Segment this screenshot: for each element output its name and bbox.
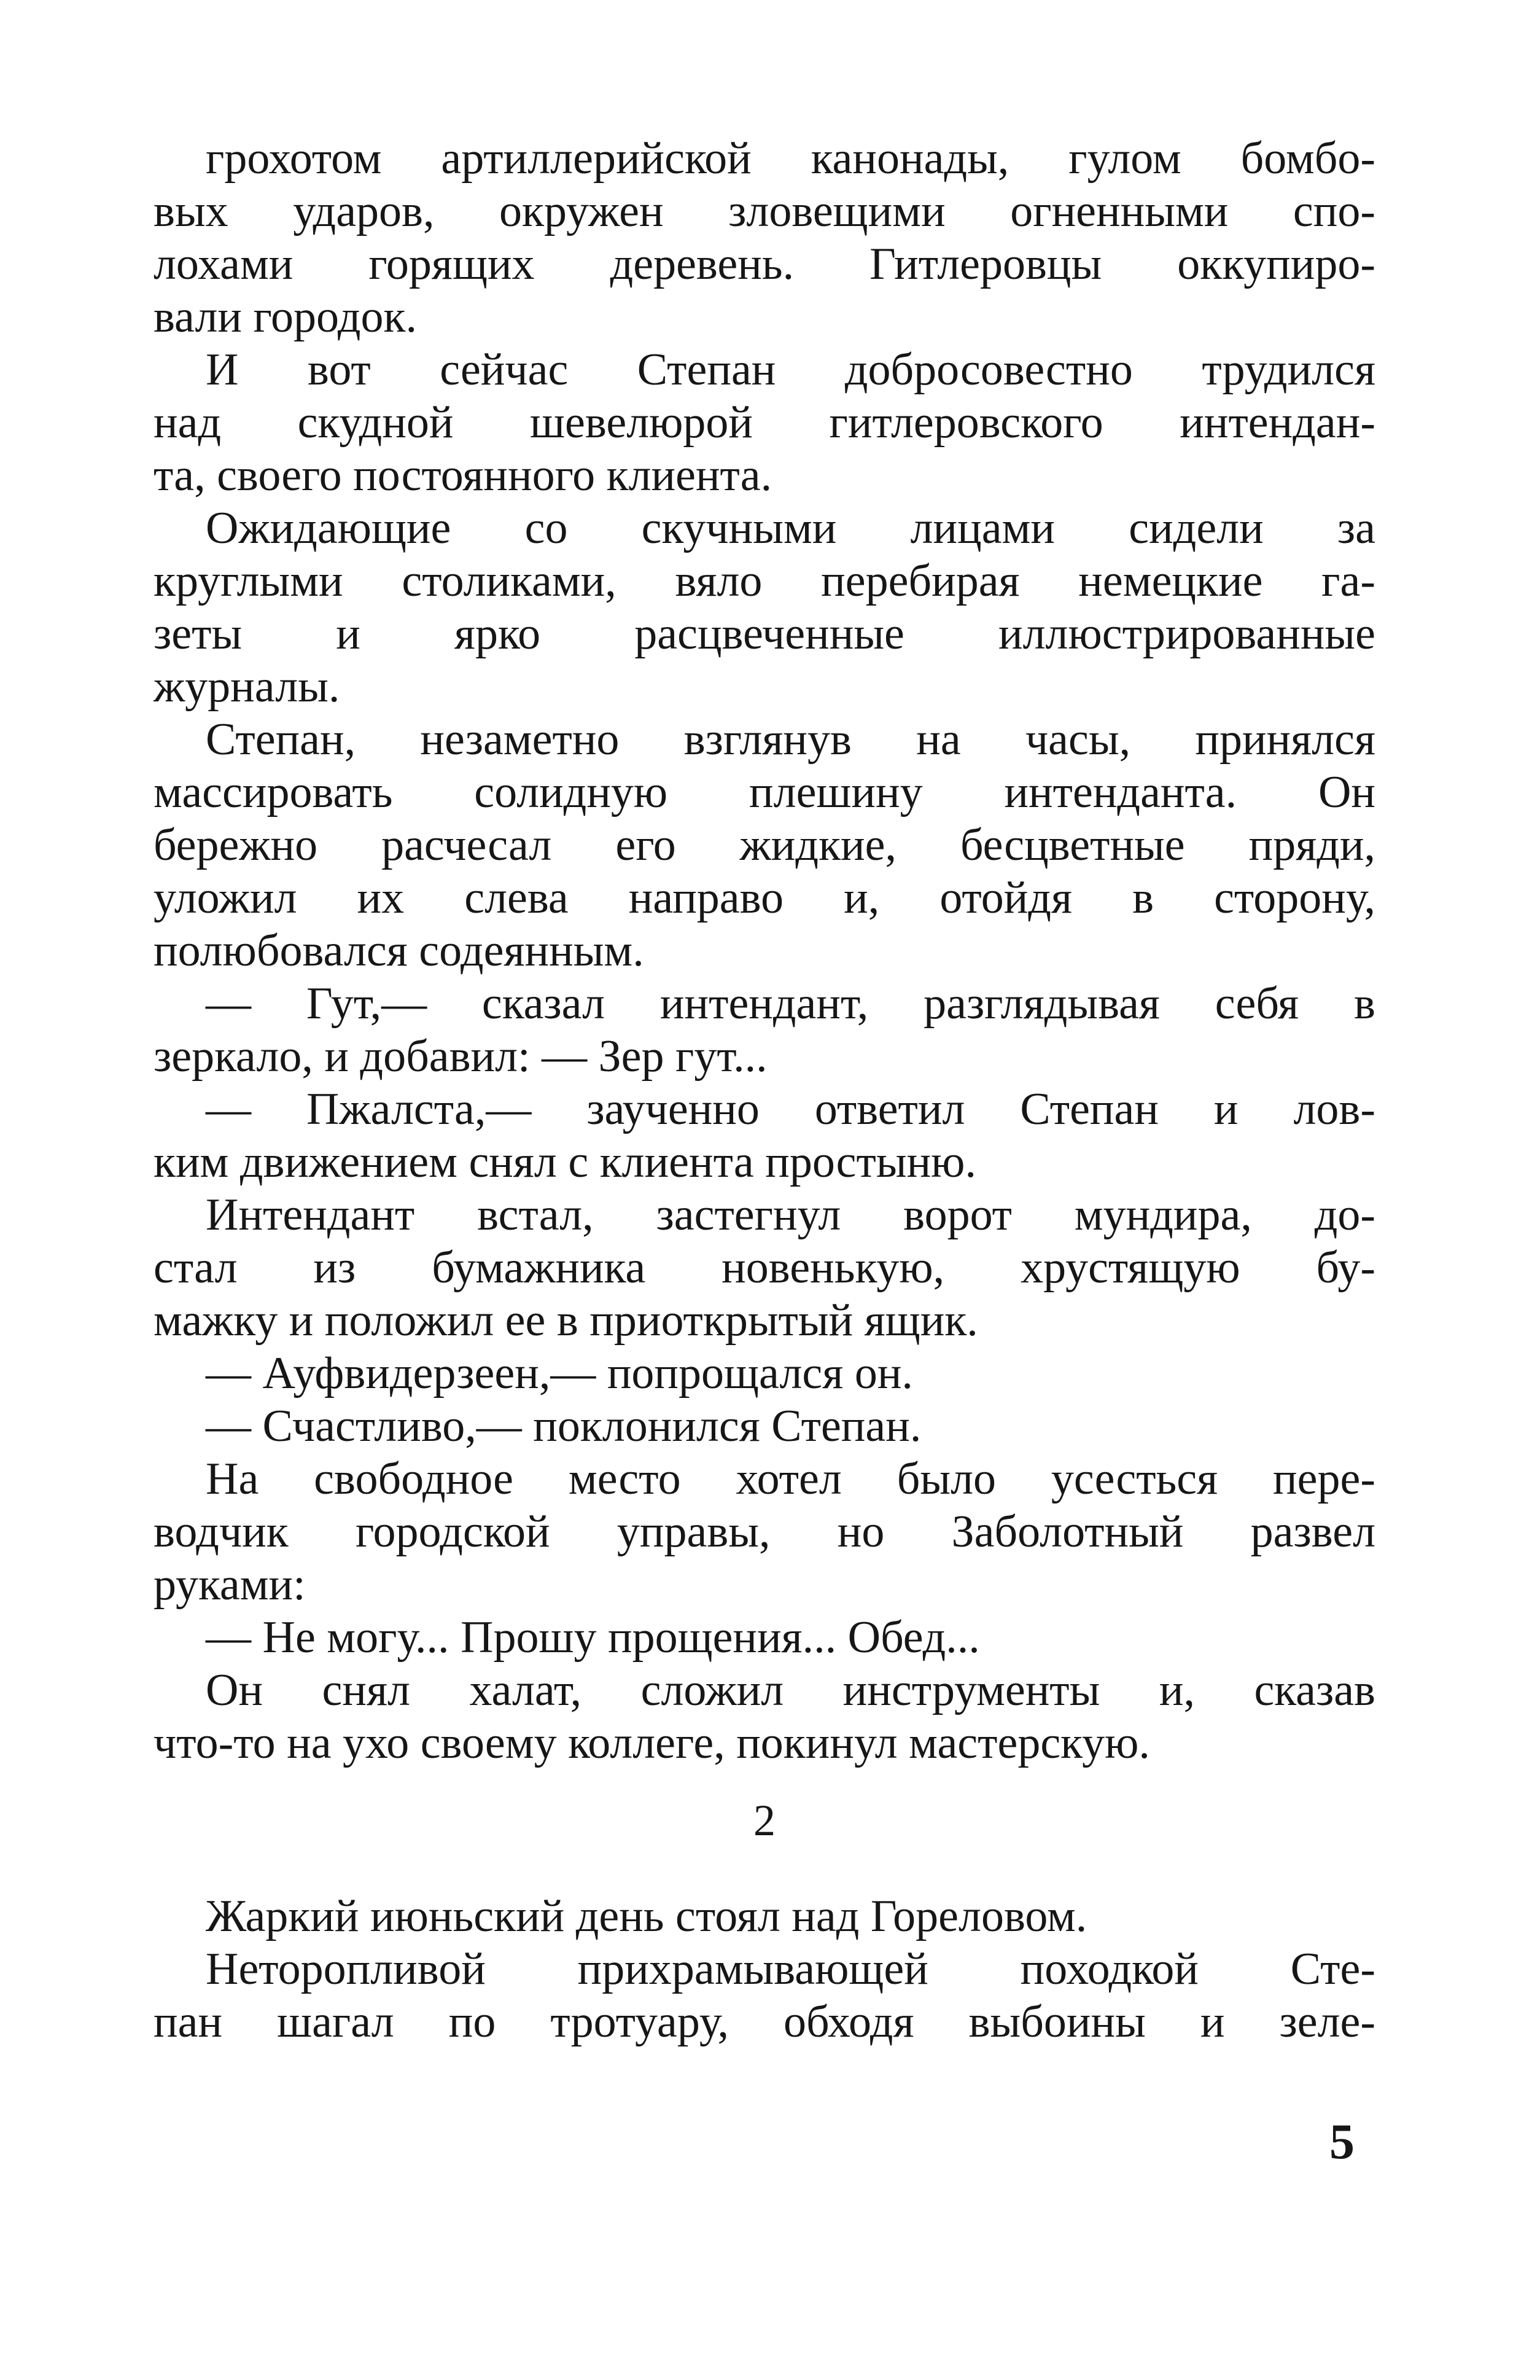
text-line: Он снял халат, сложил инструменты и, сказав — [206, 1665, 1375, 1715]
text-line: — Гут,— сказал интендант, разглядывая себя в — [206, 978, 1375, 1029]
paragraph — [154, 1347, 1375, 1400]
text-line: Интендант встал, застегнул ворот мундира, до- — [206, 1190, 1375, 1240]
text-line: круглыми столиками, вяло перебирая немецкие га- — [154, 556, 1375, 606]
text-line: И вот сейчас Степан добросовестно трудился — [206, 345, 1375, 395]
text-line: — Ауфвидерзеен,— попрощался он. — [206, 1348, 913, 1399]
text-line: бережно расчесал его жидкие, бесцветные пряди, — [154, 820, 1375, 870]
text-line: Ожидающие со скучными лицами сидели за — [206, 503, 1375, 553]
paragraph — [154, 502, 1375, 713]
section-number: 2 — [753, 1796, 776, 1845]
text-line: журналы. — [154, 661, 340, 712]
text-line: На свободное место хотел было усесться пере- — [206, 1454, 1375, 1504]
text-line: Жаркий июньский день стоял над Гореловом. — [206, 1891, 1087, 1941]
text-line: — Счастливо,— поклонился Степан. — [206, 1401, 922, 1451]
paragraph — [154, 1083, 1375, 1188]
text-line: Неторопливой прихрамывающей походкой Сте- — [206, 1944, 1375, 1994]
text-block-after-section — [154, 1890, 1375, 2048]
text-line: зеркало, и добавил: — Зер гут... — [154, 1031, 768, 1082]
paragraph — [154, 1943, 1375, 2048]
text-block-before-section — [154, 132, 1375, 1769]
paragraph — [154, 1453, 1375, 1611]
text-line: что-то на ухо своему коллеге, покинул мастерскую. — [154, 1718, 1150, 1768]
text-line: стал из бумажника новенькую, хрустящую бу- — [154, 1243, 1375, 1293]
text-line: водчик городской управы, но Заболотный развел — [154, 1507, 1375, 1557]
paragraph — [154, 713, 1375, 977]
text-line: зеты и ярко расцвеченные иллюстрированные — [154, 609, 1375, 659]
paragraph — [154, 132, 1375, 343]
text-line: полюбовался содеянным. — [154, 926, 644, 976]
text-line: — Не могу... Прошу прощения... Обед... — [206, 1612, 980, 1663]
paragraph — [154, 977, 1375, 1083]
text-line: над скудной шевелюрой гитлеровского интендан- — [154, 397, 1375, 448]
text-line: — Пжалста,— заученно ответил Степан и лов- — [206, 1084, 1375, 1134]
paragraph — [154, 1611, 1375, 1664]
text-line: руками: — [154, 1559, 306, 1610]
paragraph — [154, 1664, 1375, 1769]
paragraph — [154, 1890, 1375, 1943]
paragraph — [154, 343, 1375, 502]
text-line: ким движением снял с клиента простыню. — [154, 1137, 976, 1187]
paragraph — [154, 1188, 1375, 1347]
text-line: массировать солидную плешину интенданта. Он — [154, 767, 1375, 817]
page-text — [154, 132, 1375, 2048]
text-line: грохотом артиллерийской канонады, гулом бомбо- — [206, 133, 1375, 184]
text-line: пан шагал по тротуару, обходя выбоины и зеле- — [154, 1997, 1375, 2047]
text-line: Степан, незаметно взглянув на часы, принялся — [206, 714, 1375, 765]
text-line: та, своего постоянного клиента. — [154, 450, 772, 501]
text-line: уложил их слева направо и, отойдя в сторону, — [154, 873, 1375, 923]
page-number: 5 — [1329, 2113, 1355, 2169]
text-line: лохами горящих деревень. Гитлеровцы оккупиро- — [154, 239, 1375, 289]
text-line: мажку и положил ее в приоткрытый ящик. — [154, 1295, 978, 1346]
text-line: вали городок. — [154, 292, 417, 342]
text-line: вых ударов, окружен зловещими огненными спо- — [154, 186, 1375, 236]
paragraph — [154, 1400, 1375, 1453]
